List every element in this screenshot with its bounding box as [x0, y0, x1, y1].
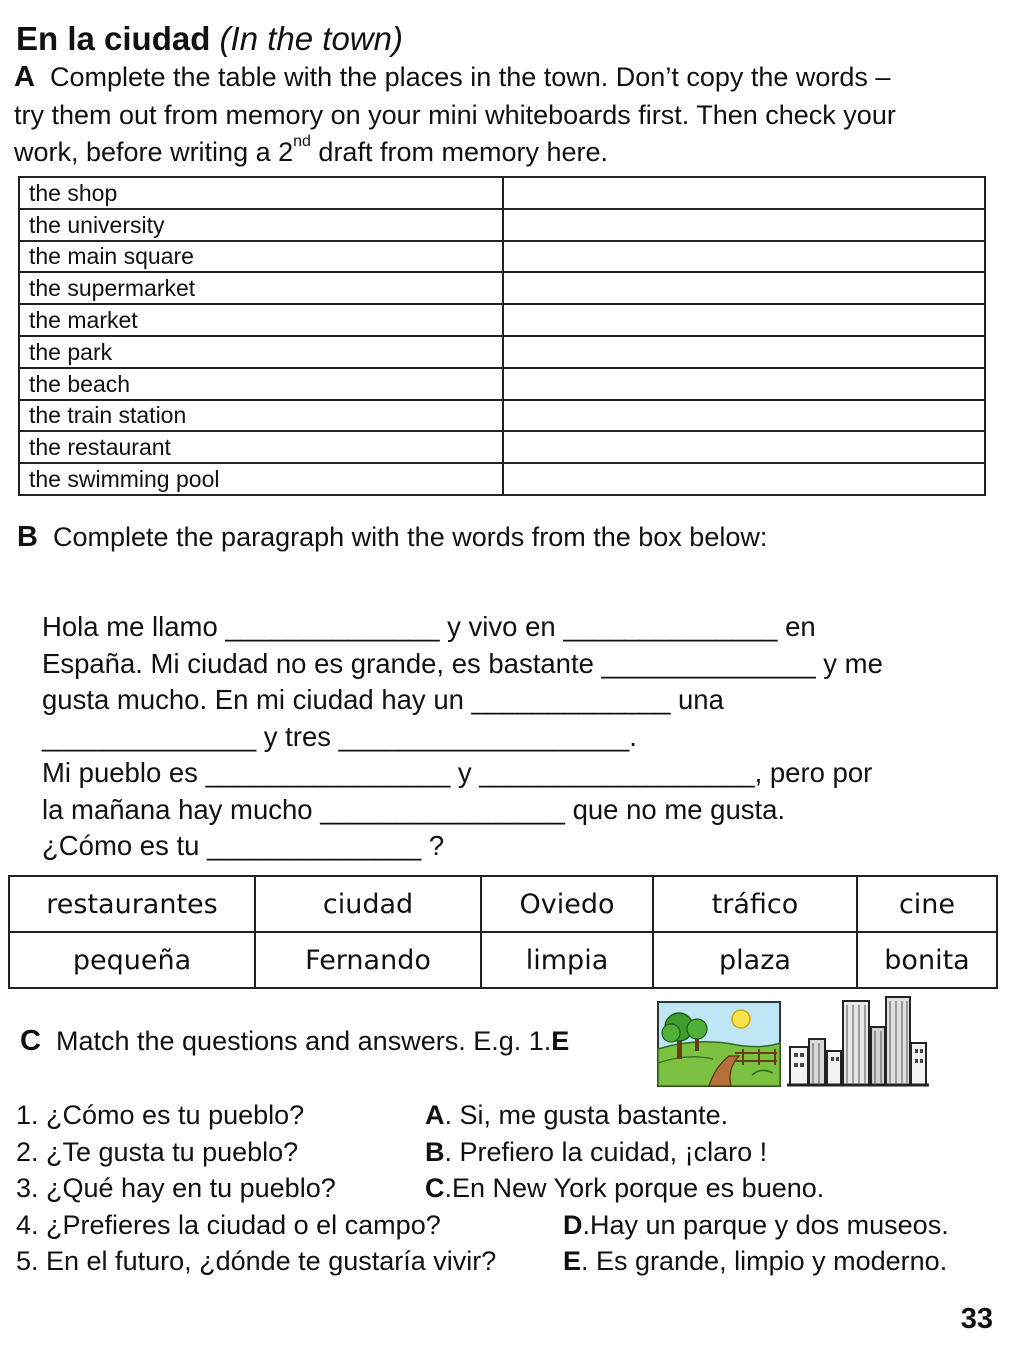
paragraph-line: ¿Cómo es tu ______________ ?	[42, 830, 445, 861]
english-place: the park	[19, 336, 503, 368]
english-place: the swimming pool	[19, 463, 503, 495]
english-place: the market	[19, 304, 503, 336]
paragraph-line: ______________ y tres ___________________.	[42, 720, 637, 752]
word-box-cell: cine	[857, 876, 997, 932]
ordinal-suffix: nd	[293, 133, 311, 150]
english-place: the supermarket	[19, 272, 503, 304]
english-place: the main square	[19, 241, 503, 273]
question: 1. ¿Cómo es tu pueblo?	[16, 1100, 305, 1130]
table-row	[19, 304, 985, 336]
answer-d: D.Hay un parque y dos museos.	[563, 1210, 949, 1240]
word-box	[8, 875, 998, 989]
question: 3. ¿Qué hay en tu pueblo?	[16, 1173, 336, 1203]
answer-cell[interactable]	[503, 209, 985, 241]
english-place: the university	[19, 209, 503, 241]
paragraph-line: gusta mucho. En mi ciudad hay un _____________ una	[42, 684, 724, 715]
answer-cell[interactable]	[503, 431, 985, 463]
city-skyline-icon	[787, 993, 929, 1087]
section-b-instruction: Complete the paragraph with the words from the box below:	[52, 522, 768, 552]
table-row	[19, 241, 985, 273]
places-table	[18, 176, 986, 496]
answer-cell[interactable]	[503, 463, 985, 495]
word-box-cell: limpia	[481, 932, 653, 988]
word-box-cell: ciudad	[255, 876, 481, 932]
section-c-letter: C	[20, 1025, 41, 1057]
answer-cell[interactable]	[503, 272, 985, 304]
gap-fill-paragraph	[42, 609, 883, 865]
section-c-instruction: Match the questions and answers. E.g. 1.	[55, 1026, 552, 1056]
question: 5. En el futuro, ¿dónde te gustaría vivir?	[16, 1246, 497, 1276]
table-row	[19, 177, 985, 209]
word-box-cell: tráfico	[653, 876, 857, 932]
section-a-text-1: Complete the table with the places in the town. Don’t copy the words –	[49, 62, 891, 92]
section-a-line-3: work, before writing a 2nd draft from memory here.	[14, 133, 609, 167]
table-row	[19, 336, 985, 368]
answer-c: C.En New York porque es bueno.	[425, 1173, 825, 1203]
word-box-row	[9, 876, 997, 932]
example-answer: E	[551, 1026, 570, 1056]
answer-cell[interactable]	[503, 177, 985, 209]
section-a-line-2: try them out from memory on your mini whiteboards first. Then check your	[14, 100, 896, 130]
paragraph-line: la mañana hay mucho ________________ que no me gusta.	[42, 793, 786, 825]
answer-cell[interactable]	[503, 304, 985, 336]
english-place: the train station	[19, 400, 503, 432]
word-box-cell: bonita	[857, 932, 997, 988]
countryside-icon	[657, 1001, 781, 1087]
english-place: the restaurant	[19, 431, 503, 463]
table-row	[19, 272, 985, 304]
section-c-heading	[20, 1023, 569, 1060]
answer-cell[interactable]	[503, 368, 985, 400]
table-row	[19, 400, 985, 432]
table-row	[19, 368, 985, 400]
answer-cell[interactable]	[503, 336, 985, 368]
word-box-cell: restaurantes	[9, 876, 255, 932]
table-row	[19, 431, 985, 463]
english-place: the shop	[19, 177, 503, 209]
english-place: the beach	[19, 368, 503, 400]
page-title	[16, 16, 403, 62]
table-row	[19, 209, 985, 241]
answer-cell[interactable]	[503, 241, 985, 273]
word-box-cell: Oviedo	[481, 876, 653, 932]
section-a-line-1	[14, 59, 890, 96]
paragraph-line: Mi pueblo es ________________ y __________________, pero por	[42, 757, 873, 788]
word-box-cell: plaza	[653, 932, 857, 988]
word-box-cell: pequeña	[9, 932, 255, 988]
answer-b: B. Prefiero la cuidad, ¡claro !	[425, 1137, 768, 1167]
title-main: En la ciudad	[16, 20, 211, 57]
answer-a: A. Si, me gusta bastante.	[425, 1100, 729, 1130]
title-translation: (In the town)	[219, 20, 403, 57]
answer-e: E. Es grande, limpio y moderno.	[563, 1246, 948, 1276]
word-box-cell: Fernando	[255, 932, 481, 988]
paragraph-line: España. Mi ciudad no es grande, es bastante ______________ y me	[42, 647, 883, 679]
section-b-letter: B	[17, 521, 38, 553]
paragraph-line: Hola me llamo ______________ y vivo en ______________ en	[42, 611, 816, 642]
question: 2. ¿Te gusta tu pueblo?	[16, 1136, 299, 1167]
section-b-heading	[17, 519, 767, 556]
section-a-letter: A	[14, 61, 35, 93]
word-box-row	[9, 932, 997, 988]
page-number: 33	[960, 1303, 993, 1335]
table-row	[19, 463, 985, 495]
question: 4. ¿Prefieres la ciudad o el campo?	[16, 1209, 441, 1240]
answer-cell[interactable]	[503, 400, 985, 432]
